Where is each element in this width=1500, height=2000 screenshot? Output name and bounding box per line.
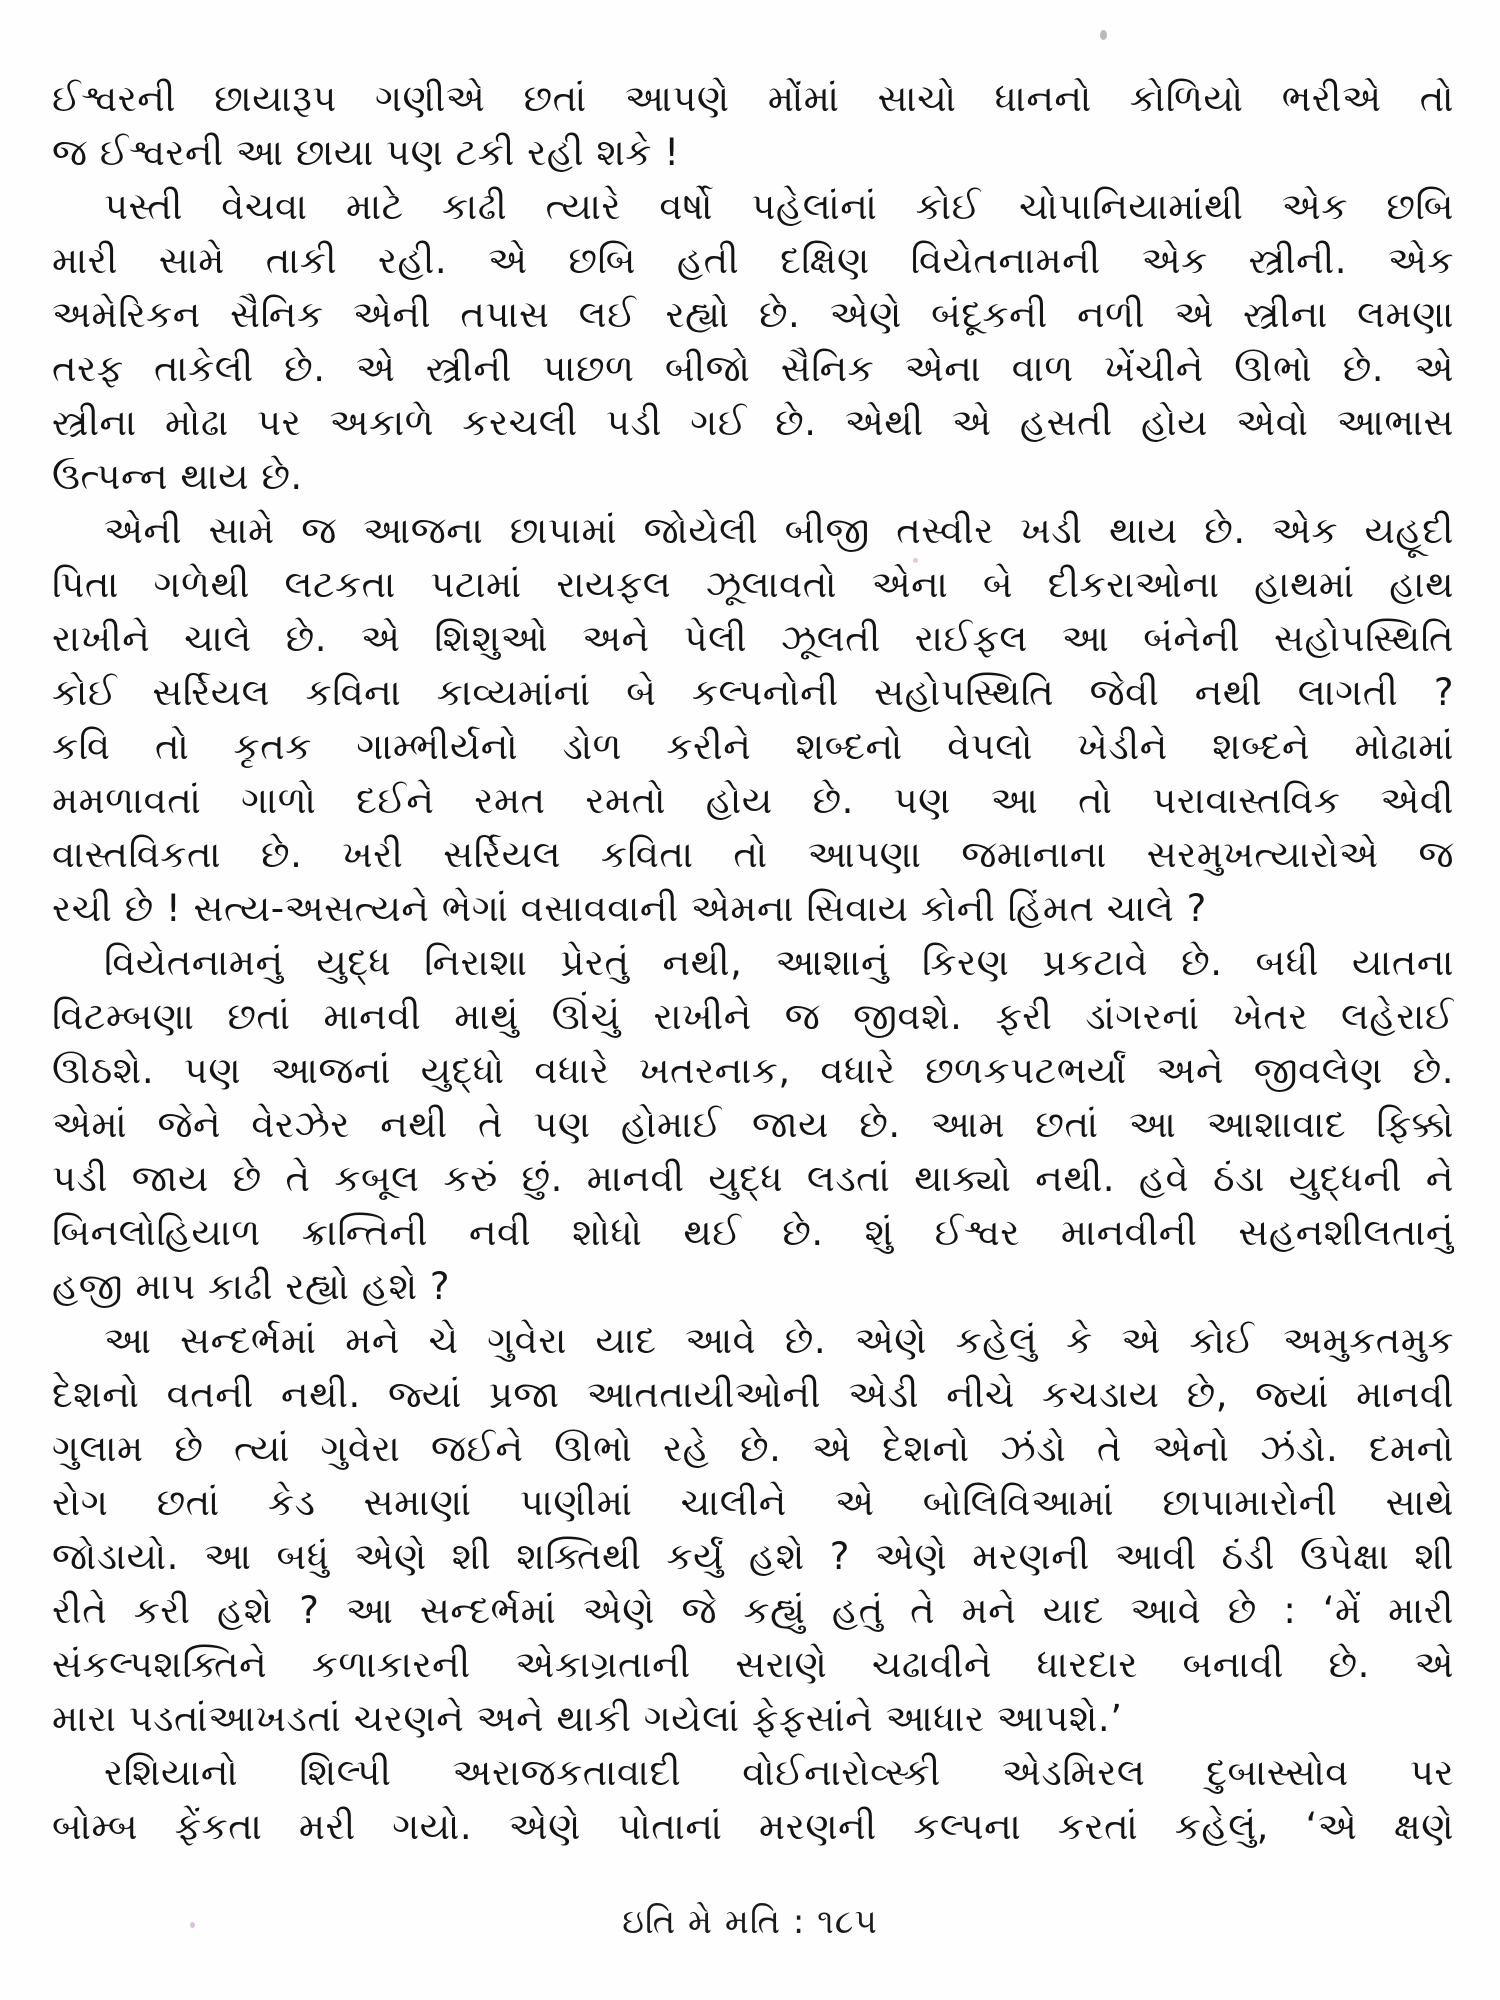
text-line: ઊઠશે. પણ આજનાં યુદ્ધો વધારે ખતરનાક, વધારે છળકપટભર્યાં અને જીવલેણ છે. [52,1049,1454,1092]
text-line: હજી માપ કાઢી રહ્યો હશે ? [52,1265,451,1308]
text-line: દેશનો વતની નથી. જ્યાં પ્રજા આતતાયીઓની એડી નીચે કચડાય છે, જ્યાં માનવી [52,1373,1454,1416]
text-line: વિયેતનામનું યુદ્ધ નિરાશા પ્રેરતું નથી, આશાનું કિરણ પ્રકટાવે છે. બધી યાતના [104,941,1454,984]
text-line: રાખીને ચાલે છે. એ શિશુઓ અને પેલી ઝૂલતી રાઈફલ આ બંનેની સહોપસ્થિતિ [52,617,1454,660]
text-line: જ ઈશ્વરની આ છાયા પણ ટકી રહી શકે ! [52,131,680,174]
text-line: વિટમ્બણા છતાં માનવી માથું ઊંચું રાખીને જ જીવશે. ફરી ડાંગરનાં ખેતર લહેરાઈ [52,995,1454,1038]
text-line: બિનલોહિયાળ ક્રાન્તિની નવી શોધો થઈ છે. શું ઈશ્વર માનવીની સહનશીલતાનું [52,1211,1454,1254]
text-line: ઉત્પન્ન થાય છે. [52,455,303,498]
text-line: કોઈ સર્રિયલ કવિના કાવ્યમાંનાં બે કલ્પનોની સહોપસ્થિતિ જેવી નથી લાગતી ? [52,671,1454,714]
text-line: સંકલ્પશક્તિને કળાકારની એકાગ્રતાની સરાણે ચઢાવીને ધારદાર બનાવી છે. એ [52,1643,1454,1686]
text-line: આ સન્દર્ભમાં મને ચે ગુવેરા યાદ આવે છે. એણે કહેલું કે એ કોઈ અમુકતમુક [104,1319,1454,1362]
text-line: ગુલામ છે ત્યાં ગુવેરા જઈને ઊભો રહે છે. એ દેશનો ઝંડો તે એનો ઝંડો. દમનો [52,1427,1454,1470]
text-line: સ્ત્રીના મોઢા પર અકાળે કરચલી પડી ગઈ છે. એથી એ હસતી હોય એવો આભાસ [52,401,1454,444]
page-footer-caption: ઇતિ મે મતિ : ૧૮૫ [622,1902,878,1942]
text-line: મમળાવતાં ગાળો દઈને રમત રમતો હોય છે. પણ આ તો પરાવાસ્તવિક એવી [52,779,1454,822]
text-line: રોગ છતાં કેડ સમાણાં પાણીમાં ચાલીને એ બોલિવિઆમાં છાપામારોની સાથે [52,1481,1454,1524]
text-line: ઈશ્વરની છાયારૂપ ગણીએ છતાં આપણે મોંમાં સાચો ધાનનો કોળિયો ભરીએ તો [52,77,1454,120]
text-line: પસ્તી વેચવા માટે કાઢી ત્યારે વર્ષો પહેલાંનાં કોઈ ચોપાનિયામાંથી એક છબિ [104,185,1454,228]
text-line: રશિયાનો શિલ્પી અરાજકતાવાદી વોઈનારોવ્સ્કી એડમિરલ દુબાસ્સોવ પર [104,1751,1454,1794]
text-line: અમેરિકન સૈનિક એની તપાસ લઈ રહ્યો છે. એણે બંદૂકની નળી એ સ્ત્રીના લમણા [52,293,1454,336]
text-line: મારા પડતાંઆખડતાં ચરણને અને થાકી ગયેલાં ફેફસાંને આધાર આપશે.’ [52,1697,1123,1740]
text-line: તરફ તાકેલી છે. એ સ્ત્રીની પાછળ બીજો સૈનિક એના વાળ ખેંચીને ઊભો છે. એ [52,347,1454,390]
text-line: વાસ્તવિકતા છે. ખરી સર્રિયલ કવિતા તો આપણા જમાનાના સરમુખત્યારોએ જ [52,833,1454,876]
text-line: એમાં જેને વેરઝેર નથી તે પણ હોમાઈ જાય છે. આમ છતાં આ આશાવાદ ફિક્કો [52,1103,1454,1146]
text-line: જોડાયો. આ બધું એણે શી શક્તિથી કર્યું હશે ? એણે મરણની આવી ઠંડી ઉપેક્ષા શી [52,1535,1454,1578]
text-line: બોમ્બ ફેંકતા મરી ગયો. એણે પોતાનાં મરણની કલ્પના કરતાં કહેલું, ‘એ ક્ષણે [52,1805,1454,1848]
text-line: કવિ તો કૃતક ગામ્ભીર્યનો ડોળ કરીને શબ્દનો વેપલો ખેડીને શબ્દને મોઢામાં [52,725,1454,768]
text-line: રચી છે ! સત્ય-અસત્યને ભેગાં વસાવવાની એમના સિવાય કોની હિંમત ચાલે ? [52,887,1207,930]
scan-artifact [1100,30,1107,40]
text-line: મારી સામે તાકી રહી. એ છબિ હતી દક્ષિણ વિયેતનામની એક સ્ત્રીની. એક [52,239,1454,282]
text-line: પડી જાય છે તે કબૂલ કરું છું. માનવી યુદ્ધ લડતાં થાક્યો નથી. હવે ઠંડા યુદ્ધની ને [52,1157,1454,1200]
text-line: રીતે કરી હશે ? આ સન્દર્ભમાં એણે જે કહ્યું હતું તે મને યાદ આવે છે : ‘મેં મારી [52,1589,1454,1632]
text-line: એની સામે જ આજના છાપામાં જોયેલી બીજી તસ્વીર ખડી થાય છે. એક યહૂદી [104,509,1454,552]
text-line: પિતા ગળેથી લટકતા પટામાં રાયફલ ઝૂલાવતો એના બે દીકરાઓના હાથમાં હાથ [52,563,1454,606]
body-text [52,72,1454,1854]
